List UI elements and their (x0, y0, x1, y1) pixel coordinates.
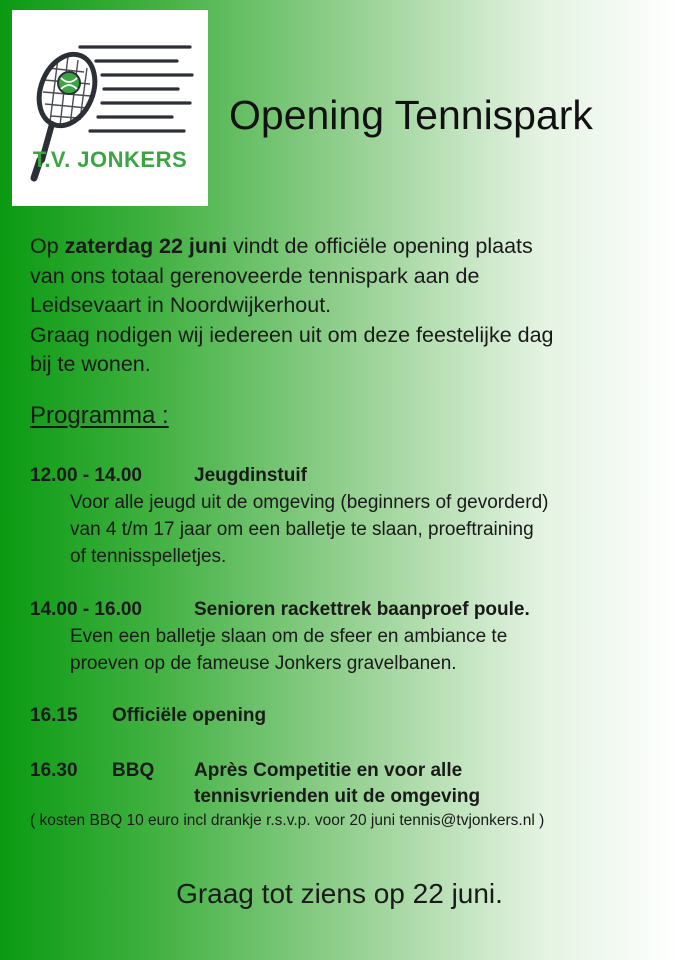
program-time: 14.00 - 16.00 (30, 599, 142, 620)
intro-line-4: Graag nodigen wij iedereen uit om deze feestelijke dag (30, 322, 554, 347)
program-title: Jeugdinstuif (194, 465, 307, 486)
program-desc-line: Voor alle jeugd uit de omgeving (beginners of gevorderd) (70, 492, 549, 513)
program-time: 16.15 (30, 705, 78, 726)
intro-line-3: Leidsevaart in Noordwijkerhout. (30, 293, 332, 317)
intro-paragraph (30, 232, 660, 380)
page-title: Opening Tennispark (229, 92, 593, 138)
program-item-time-title (30, 705, 266, 727)
tennis-racket-icon (12, 10, 208, 206)
programma-heading: Programma : (30, 402, 169, 429)
program-desc-line: of tennisspelletjes. (70, 546, 227, 567)
closing-text: Graag tot ziens op 22 juni. (176, 878, 503, 909)
intro-line-2: van ons totaal gerenoveerde tennispark aan de (30, 263, 480, 288)
program-title: Senioren rackettrek baanproef poule. (194, 599, 530, 620)
program-description (70, 489, 670, 570)
program-time: 12.00 - 14.00 (30, 465, 142, 486)
intro-date: zaterdag 22 juni (64, 234, 228, 258)
logo-club-name: T.V. JONKERS (32, 147, 188, 172)
intro-line-1-rest: vindt de officiële opening plaats (227, 234, 533, 258)
program-desc-line: Even een balletje slaan om de sfeer en ambiance te (70, 626, 508, 647)
bbq-cost-note: ( kosten BBQ 10 euro incl drankje r.s.v.p. voor 20 juni tennis@tvjonkers.nl ) (30, 812, 545, 829)
program-time: 16.30 (30, 760, 78, 781)
club-logo (12, 10, 208, 206)
program-title-continued: tennisvrienden uit de omgeving (194, 786, 481, 807)
program-item-time-title (30, 465, 307, 487)
program-desc-line: van 4 t/m 17 jaar om een balletje te slaan, proeftraining (70, 519, 534, 540)
program-title: Après Competitie en voor alle (194, 760, 463, 781)
program-title: Officiële opening (112, 705, 267, 726)
intro-line-5: bij te wonen. (30, 352, 151, 376)
program-label: BBQ (112, 760, 155, 781)
intro-line-1 (30, 232, 660, 262)
program-item-time-title (30, 760, 462, 782)
program-desc-line: proeven op de fameuse Jonkers gravelbanen. (70, 653, 457, 674)
program-item-time-title (30, 599, 530, 621)
program-description (70, 623, 670, 677)
intro-pre: Op (30, 234, 65, 258)
